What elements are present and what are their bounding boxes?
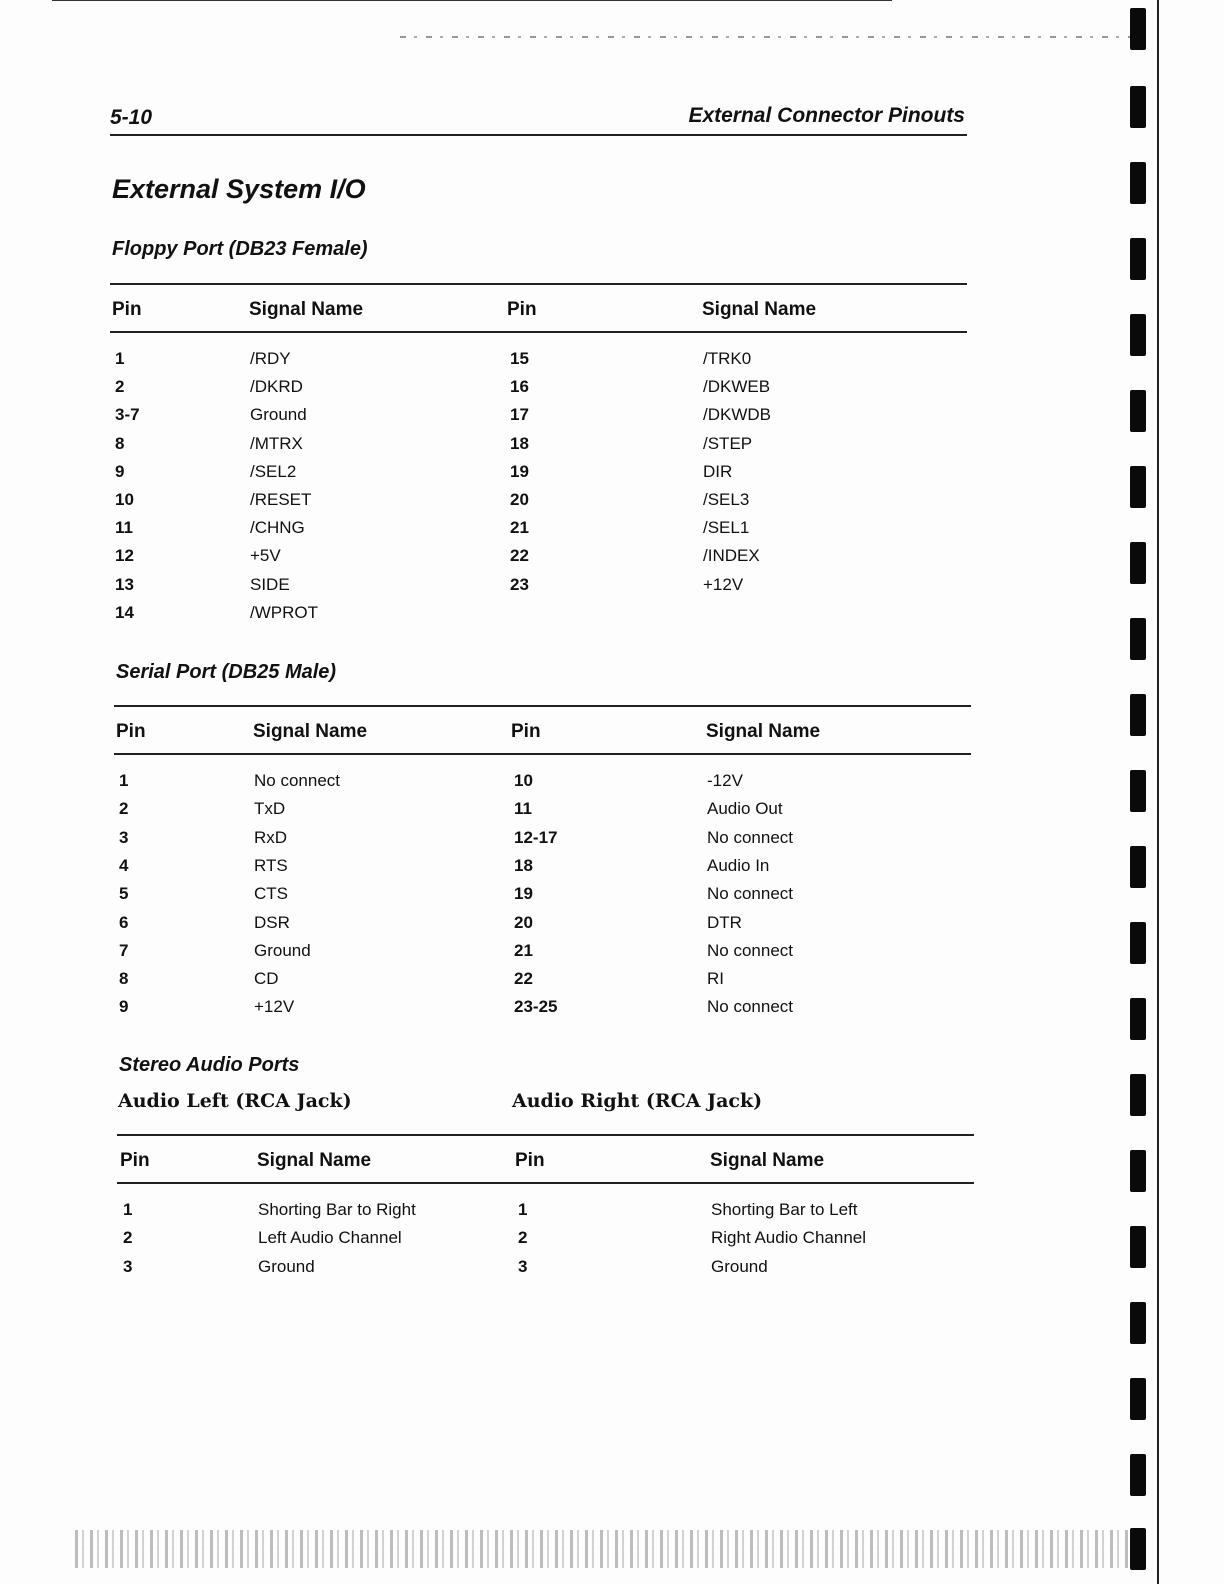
signal-name: /STEP [703, 433, 753, 453]
binding-tab [1130, 86, 1146, 128]
running-header [110, 104, 967, 136]
binding-tab [1130, 1454, 1146, 1496]
header-signal-right: Signal Name [706, 721, 821, 742]
pin-number: 15 [510, 349, 529, 368]
pin-number: 22 [514, 969, 533, 989]
table-top-rule [114, 705, 971, 707]
pin-number: 6 [119, 912, 129, 932]
binding-tab [1130, 770, 1146, 812]
header-pin-left: Pin [120, 1150, 150, 1171]
signal-name: No connect [707, 827, 793, 847]
header-signal-right: Signal Name [702, 299, 817, 320]
signal-name: No connect [254, 771, 340, 790]
pin-number: 2 [115, 377, 125, 397]
signal-name: /DKWEB [703, 377, 771, 397]
table-top-rule [117, 1134, 974, 1136]
audio-left-title: Audio Left (RCA Jack) [118, 1090, 352, 1112]
signal-name: /SEL3 [703, 490, 750, 509]
pin-number: 21 [510, 518, 529, 538]
binding-tab [1130, 1074, 1146, 1116]
signal-name: /RESET [250, 490, 312, 509]
table-header-rule [117, 1182, 974, 1184]
audio-pinout-table [117, 1134, 974, 1294]
pin-number: 8 [115, 433, 125, 453]
pin-number: 23 [510, 574, 529, 594]
pin-number: 1 [115, 349, 125, 368]
pin-number: 10 [115, 490, 134, 509]
pin-number: 10 [514, 771, 533, 790]
header-pin-right: Pin [511, 721, 541, 742]
scan-noise-bottom [75, 1530, 1135, 1568]
signal-name: /RDY [250, 349, 291, 368]
signal-name: CTS [254, 884, 288, 904]
signal-name: /DKWDB [703, 405, 771, 425]
header-signal-left: Signal Name [249, 299, 364, 320]
serial-pinout-table [114, 705, 971, 1025]
pin-number: 11 [115, 518, 133, 538]
signal-name: TxD [254, 799, 286, 819]
signal-name: /SEL1 [703, 518, 750, 538]
signal-name: -12V [707, 771, 743, 790]
binding-tab [1130, 922, 1146, 964]
pin-number: 4 [119, 855, 129, 875]
serial-title: Serial Port (DB25 Male) [116, 661, 337, 683]
signal-name: +5V [250, 546, 281, 566]
signal-name: RI [707, 969, 724, 989]
binding-tab [1130, 618, 1146, 660]
binding-tab [1130, 390, 1146, 432]
signal-name: No connect [707, 884, 793, 904]
signal-name: RTS [254, 855, 288, 875]
section-title: External System I/O [112, 174, 366, 204]
floppy-pinout-table [110, 283, 967, 633]
signal-name: +12V [254, 997, 295, 1017]
signal-name: SIDE [250, 574, 290, 594]
pin-number: 12 [115, 546, 134, 566]
pin-number: 3 [119, 827, 129, 847]
signal-name: /SEL2 [250, 461, 297, 481]
pin-number: 2 [123, 1228, 133, 1248]
pin-number: 5 [119, 884, 129, 904]
signal-name: No connect [707, 997, 793, 1017]
signal-name: Right Audio Channel [711, 1228, 867, 1248]
pin-number: 12-17 [514, 827, 558, 847]
scan-top-rule [52, 0, 892, 1]
binding-tab [1130, 314, 1146, 356]
table-top-rule [110, 283, 967, 285]
pin-number: 1 [518, 1200, 528, 1219]
pin-number: 19 [510, 461, 529, 481]
header-signal-left: Signal Name [257, 1150, 372, 1171]
pin-number: 23-25 [514, 997, 558, 1017]
binding-tab [1130, 846, 1146, 888]
binding-tab [1130, 1302, 1146, 1344]
table-header-rule [114, 753, 971, 755]
pin-number: 11 [514, 799, 532, 819]
pin-number: 20 [514, 912, 533, 932]
signal-name: Ground [711, 1256, 768, 1276]
pin-number: 19 [514, 884, 533, 904]
header-pin-left: Pin [116, 721, 146, 742]
binding-tab [1130, 466, 1146, 508]
pin-number: 14 [115, 602, 134, 622]
binding-tab [1130, 1150, 1146, 1192]
floppy-title: Floppy Port (DB23 Female) [112, 238, 368, 260]
page-number: 5-10 [110, 106, 153, 129]
signal-name: /WPROT [250, 602, 318, 622]
pin-number: 3 [518, 1256, 528, 1276]
signal-name: /TRK0 [703, 349, 752, 368]
header-pin-right: Pin [507, 299, 537, 320]
signal-name: No connect [707, 940, 793, 960]
signal-name: /CHNG [250, 518, 305, 538]
signal-name: /MTRX [250, 433, 303, 453]
pin-number: 1 [119, 771, 129, 790]
pin-number: 9 [115, 461, 125, 481]
header-pin-right: Pin [515, 1150, 545, 1171]
pin-number: 21 [514, 940, 533, 960]
binding-tab [1130, 238, 1146, 280]
pin-number: 17 [510, 405, 529, 425]
binding-tab [1130, 162, 1146, 204]
chapter-title: External Connector Pinouts [688, 104, 965, 127]
pin-number: 2 [518, 1228, 528, 1248]
pin-number: 13 [115, 574, 134, 594]
pin-number: 2 [119, 799, 129, 819]
audio-title: Stereo Audio Ports [119, 1054, 300, 1076]
binding-tab [1130, 1226, 1146, 1268]
pin-number: 3 [123, 1256, 133, 1276]
signal-name: Shorting Bar to Right [258, 1200, 416, 1219]
signal-name: Audio Out [707, 799, 783, 819]
binding-tab [1130, 542, 1146, 584]
pin-number: 18 [510, 433, 529, 453]
table-header-rule [110, 331, 967, 333]
signal-name: /INDEX [703, 546, 760, 566]
pin-number: 20 [510, 490, 529, 509]
signal-name: +12V [703, 574, 744, 594]
pin-number: 7 [119, 940, 129, 960]
signal-name: RxD [254, 827, 288, 847]
scan-noise-top [400, 36, 1130, 38]
signal-name: Ground [254, 940, 311, 960]
signal-name: Ground [250, 405, 307, 425]
signal-name: CD [254, 969, 279, 989]
signal-name: Audio In [707, 855, 770, 875]
binding-tab [1130, 998, 1146, 1040]
pin-number: 16 [510, 377, 529, 397]
signal-name: Left Audio Channel [258, 1228, 402, 1248]
pin-number: 3-7 [115, 405, 140, 425]
pin-number: 18 [514, 855, 533, 875]
header-signal-right: Signal Name [710, 1150, 825, 1171]
signal-name: DTR [707, 912, 742, 932]
pin-number: 8 [119, 969, 129, 989]
signal-name: /DKRD [250, 377, 303, 397]
audio-right-title: Audio Right (RCA Jack) [512, 1090, 763, 1112]
binding-tab [1130, 1378, 1146, 1420]
pin-number: 22 [510, 546, 529, 566]
signal-name: Ground [258, 1256, 315, 1276]
signal-name: Shorting Bar to Left [711, 1200, 858, 1219]
binding-tab [1130, 8, 1146, 50]
binding-edge [1157, 0, 1159, 1584]
binding-tab [1130, 1528, 1146, 1570]
header-signal-left: Signal Name [253, 721, 368, 742]
pin-number: 9 [119, 997, 129, 1017]
signal-name: DIR [703, 461, 733, 481]
pin-number: 1 [123, 1200, 133, 1219]
signal-name: DSR [254, 912, 290, 932]
binding-tab [1130, 694, 1146, 736]
header-pin-left: Pin [112, 299, 142, 320]
